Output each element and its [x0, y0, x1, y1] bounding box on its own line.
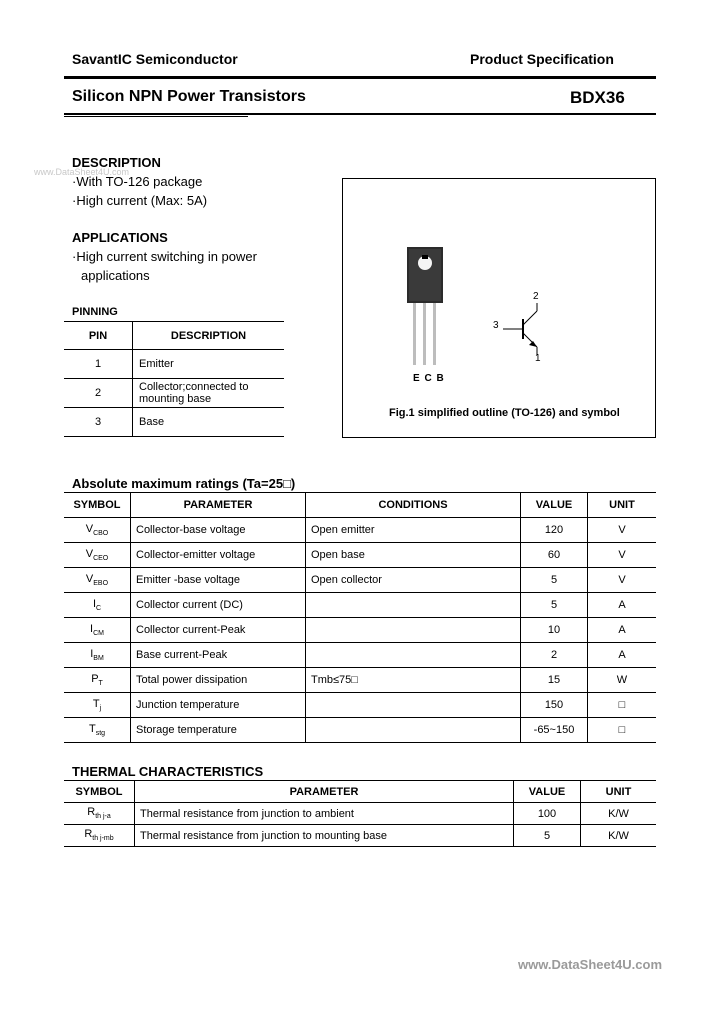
pin-description: Base [133, 408, 285, 437]
part-number: BDX36 [570, 88, 625, 107]
table-row [64, 568, 656, 593]
unit-cell: □ [588, 718, 657, 743]
table-row [64, 518, 656, 543]
parameter-cell: Collector-base voltage [131, 518, 306, 543]
symbol-cell [64, 593, 131, 618]
value-cell: 5 [521, 568, 588, 593]
table-row [64, 350, 284, 379]
ratings-table [64, 492, 656, 743]
symbol-letter: I [92, 597, 96, 610]
conditions-cell [306, 618, 521, 643]
table-row [64, 618, 656, 643]
symbol-subscript: T [98, 680, 103, 688]
value-cell: 10 [521, 618, 588, 643]
symbol-cell [64, 568, 131, 593]
symbol-letter: P [91, 672, 99, 685]
ratings-title: Absolute maximum ratings (Ta=25□) [72, 476, 296, 491]
symbol-subscript: CEO [93, 555, 109, 563]
conditions-cell: Open emitter [306, 518, 521, 543]
symbol-subscript: BM [93, 655, 104, 663]
parameter-cell: Base current-Peak [131, 643, 306, 668]
symbol-letter: I [90, 622, 94, 635]
description-title: DESCRIPTION [72, 155, 161, 170]
symbol-letter: T [92, 697, 100, 710]
pinning-title: PINNING [72, 306, 118, 318]
table-row [64, 718, 656, 743]
unit-header: UNIT [581, 781, 657, 803]
lead-labels: E C B [413, 373, 445, 384]
symbol-cell [64, 643, 131, 668]
symbol-letter: R [84, 828, 93, 841]
unit-cell: A [588, 643, 657, 668]
applications-title: APPLICATIONS [72, 230, 168, 245]
unit-cell: K/W [581, 825, 657, 847]
unit-cell: A [588, 618, 657, 643]
parameter-cell: Collector-emitter voltage [131, 543, 306, 568]
product-line: Silicon NPN Power Transistors [72, 88, 306, 105]
conditions-header: CONDITIONS [306, 493, 521, 518]
description-item: ·High current (Max: 5A) [72, 193, 208, 208]
symbol-subscript: stg [95, 730, 106, 738]
figure-box [342, 178, 656, 438]
parameter-cell: Storage temperature [131, 718, 306, 743]
symbol-letter: V [85, 572, 94, 585]
conditions-cell [306, 593, 521, 618]
table-row [64, 668, 656, 693]
parameter-cell: Thermal resistance from junction to ambient [135, 803, 514, 825]
table-row [64, 803, 656, 825]
conditions-cell [306, 693, 521, 718]
thermal-title: THERMAL CHARACTERISTICS [72, 764, 264, 779]
symbol-subscript: CM [93, 630, 104, 638]
collector-pin-label: 2 [533, 291, 539, 302]
symbol-cell [64, 518, 131, 543]
value-cell: 60 [521, 543, 588, 568]
value-header: VALUE [521, 493, 588, 518]
to126-package-image [343, 179, 655, 437]
pin-number: 2 [64, 379, 133, 408]
value-header: VALUE [514, 781, 581, 803]
value-cell: -65~150 [521, 718, 588, 743]
table-row [64, 643, 656, 668]
symbol-cell [64, 668, 131, 693]
spec-label: Product Specification [470, 51, 614, 67]
watermark-top: www.DataSheet4U.com [34, 167, 130, 177]
unit-cell: A [588, 593, 657, 618]
thermal-table [64, 780, 656, 847]
company-name: SavantIC Semiconductor [72, 51, 238, 67]
conditions-cell: Open collector [306, 568, 521, 593]
table-row [64, 543, 656, 568]
symbol-letter: V [85, 547, 94, 560]
unit-cell: V [588, 568, 657, 593]
symbol-header: SYMBOL [64, 493, 131, 518]
symbol-cell [64, 825, 135, 847]
symbol-cell [64, 543, 131, 568]
unit-cell: K/W [581, 803, 657, 825]
symbol-cell [64, 618, 131, 643]
description-header: DESCRIPTION [133, 322, 285, 350]
header-rule-top [64, 76, 656, 79]
table-row [64, 593, 656, 618]
unit-cell: W [588, 668, 657, 693]
emitter-pin-label: 1 [535, 353, 541, 364]
value-cell: 15 [521, 668, 588, 693]
unit-header: UNIT [588, 493, 657, 518]
pinning-table [64, 321, 284, 437]
base-pin-label: 3 [493, 320, 499, 331]
figure-caption: Fig.1 simplified outline (TO-126) and symbol [389, 407, 620, 419]
symbol-subscript: th j-a [95, 813, 111, 821]
parameter-header: PARAMETER [131, 493, 306, 518]
unit-cell: □ [588, 693, 657, 718]
value-cell: 2 [521, 643, 588, 668]
unit-cell: V [588, 543, 657, 568]
symbol-subscript: j [99, 705, 102, 713]
value-cell: 120 [521, 518, 588, 543]
parameter-cell: Collector current-Peak [131, 618, 306, 643]
value-cell: 5 [514, 825, 581, 847]
table-row [64, 379, 284, 408]
conditions-cell: Tmb≤75□ [306, 668, 521, 693]
watermark-bottom: www.DataSheet4U.com [518, 957, 663, 972]
pin-number: 3 [64, 408, 133, 437]
table-row [64, 408, 284, 437]
conditions-cell [306, 643, 521, 668]
description-item: ·With TO-126 package [72, 174, 203, 189]
symbol-letter: I [90, 647, 94, 660]
symbol-header: SYMBOL [64, 781, 135, 803]
table-row [64, 693, 656, 718]
symbol-letter: R [87, 806, 96, 819]
pin-description: Collector;connected to mounting base [133, 379, 285, 408]
parameter-cell: Thermal resistance from junction to mounting base [135, 825, 514, 847]
value-cell: 100 [514, 803, 581, 825]
header-rule-bottom [64, 113, 656, 115]
symbol-cell [64, 803, 135, 825]
symbol-subscript: EBO [93, 580, 109, 588]
symbol-subscript: th j-mb [92, 835, 114, 843]
header-rule-accent [64, 116, 248, 117]
table-row [64, 825, 656, 847]
pin-description: Emitter [133, 350, 285, 379]
parameter-cell: Collector current (DC) [131, 593, 306, 618]
symbol-cell [64, 718, 131, 743]
parameter-header: PARAMETER [135, 781, 514, 803]
pin-header: PIN [64, 322, 133, 350]
value-cell: 5 [521, 593, 588, 618]
symbol-subscript: C [96, 605, 102, 613]
value-cell: 150 [521, 693, 588, 718]
unit-cell: V [588, 518, 657, 543]
symbol-cell [64, 693, 131, 718]
symbol-letter: V [85, 522, 94, 535]
parameter-cell: Junction temperature [131, 693, 306, 718]
symbol-letter: T [88, 722, 96, 735]
applications-line: applications [81, 268, 150, 283]
conditions-cell [306, 718, 521, 743]
pin-number: 1 [64, 350, 133, 379]
parameter-cell: Emitter -base voltage [131, 568, 306, 593]
applications-line: ·High current switching in power [72, 249, 257, 264]
parameter-cell: Total power dissipation [131, 668, 306, 693]
symbol-subscript: CBO [93, 530, 109, 538]
conditions-cell: Open base [306, 543, 521, 568]
